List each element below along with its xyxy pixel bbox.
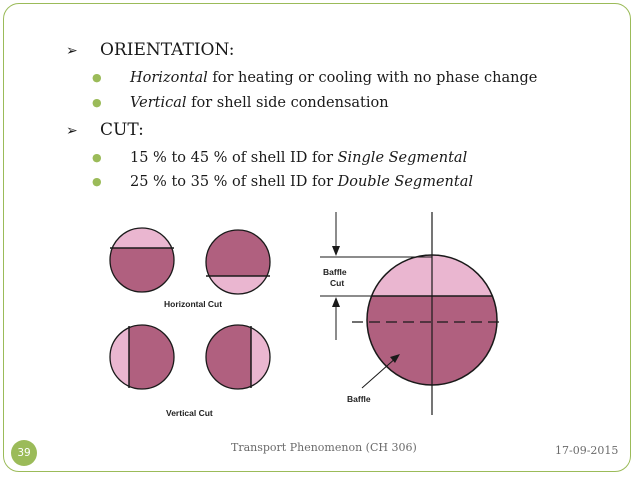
dot-bullet-icon: ● bbox=[92, 175, 102, 188]
vertical-cut-label: Vertical Cut bbox=[166, 408, 213, 418]
vertical-cut-right-circle bbox=[206, 322, 273, 392]
arrow-bullet-icon: ➢ bbox=[66, 43, 78, 59]
orientation-heading: ORIENTATION: bbox=[100, 40, 235, 60]
arrow-bullet-icon: ➢ bbox=[66, 123, 78, 139]
horizontal-cut-bottom-circle bbox=[204, 230, 274, 300]
orientation-item-emph: Horizontal bbox=[130, 70, 208, 86]
page-number-badge: 39 bbox=[11, 440, 37, 466]
baffle-detail-circle bbox=[352, 212, 505, 415]
cut-item-text: 25 % to 35 % of shell ID for bbox=[130, 174, 338, 190]
dot-bullet-icon: ● bbox=[92, 71, 102, 84]
horizontal-cut-label: Horizontal Cut bbox=[164, 299, 223, 309]
footer-date: 17-09-2015 bbox=[555, 444, 619, 457]
dot-bullet-icon: ● bbox=[92, 151, 102, 164]
horizontal-cut-top-circle bbox=[108, 225, 178, 292]
cut-heading: CUT: bbox=[100, 120, 144, 140]
dot-bullet-icon: ● bbox=[92, 96, 102, 109]
vertical-cut-left-circle bbox=[108, 322, 174, 392]
cut-item-emph: Single Segmental bbox=[337, 150, 468, 166]
orientation-item-text: for shell side condensation bbox=[186, 95, 389, 111]
baffle-cut-label-line2: Cut bbox=[330, 278, 345, 288]
baffle-cut-label-line1: Baffle bbox=[323, 267, 347, 277]
orientation-item-emph: Vertical bbox=[130, 95, 187, 111]
cut-item-text: 15 % to 45 % of shell ID for bbox=[130, 150, 338, 166]
footer-course: Transport Phenomenon (CH 306) bbox=[231, 441, 417, 454]
baffle-label: Baffle bbox=[347, 394, 371, 404]
cut-item-emph: Double Segmental bbox=[337, 174, 473, 190]
orientation-item-text: for heating or cooling with no phase change bbox=[207, 70, 538, 86]
